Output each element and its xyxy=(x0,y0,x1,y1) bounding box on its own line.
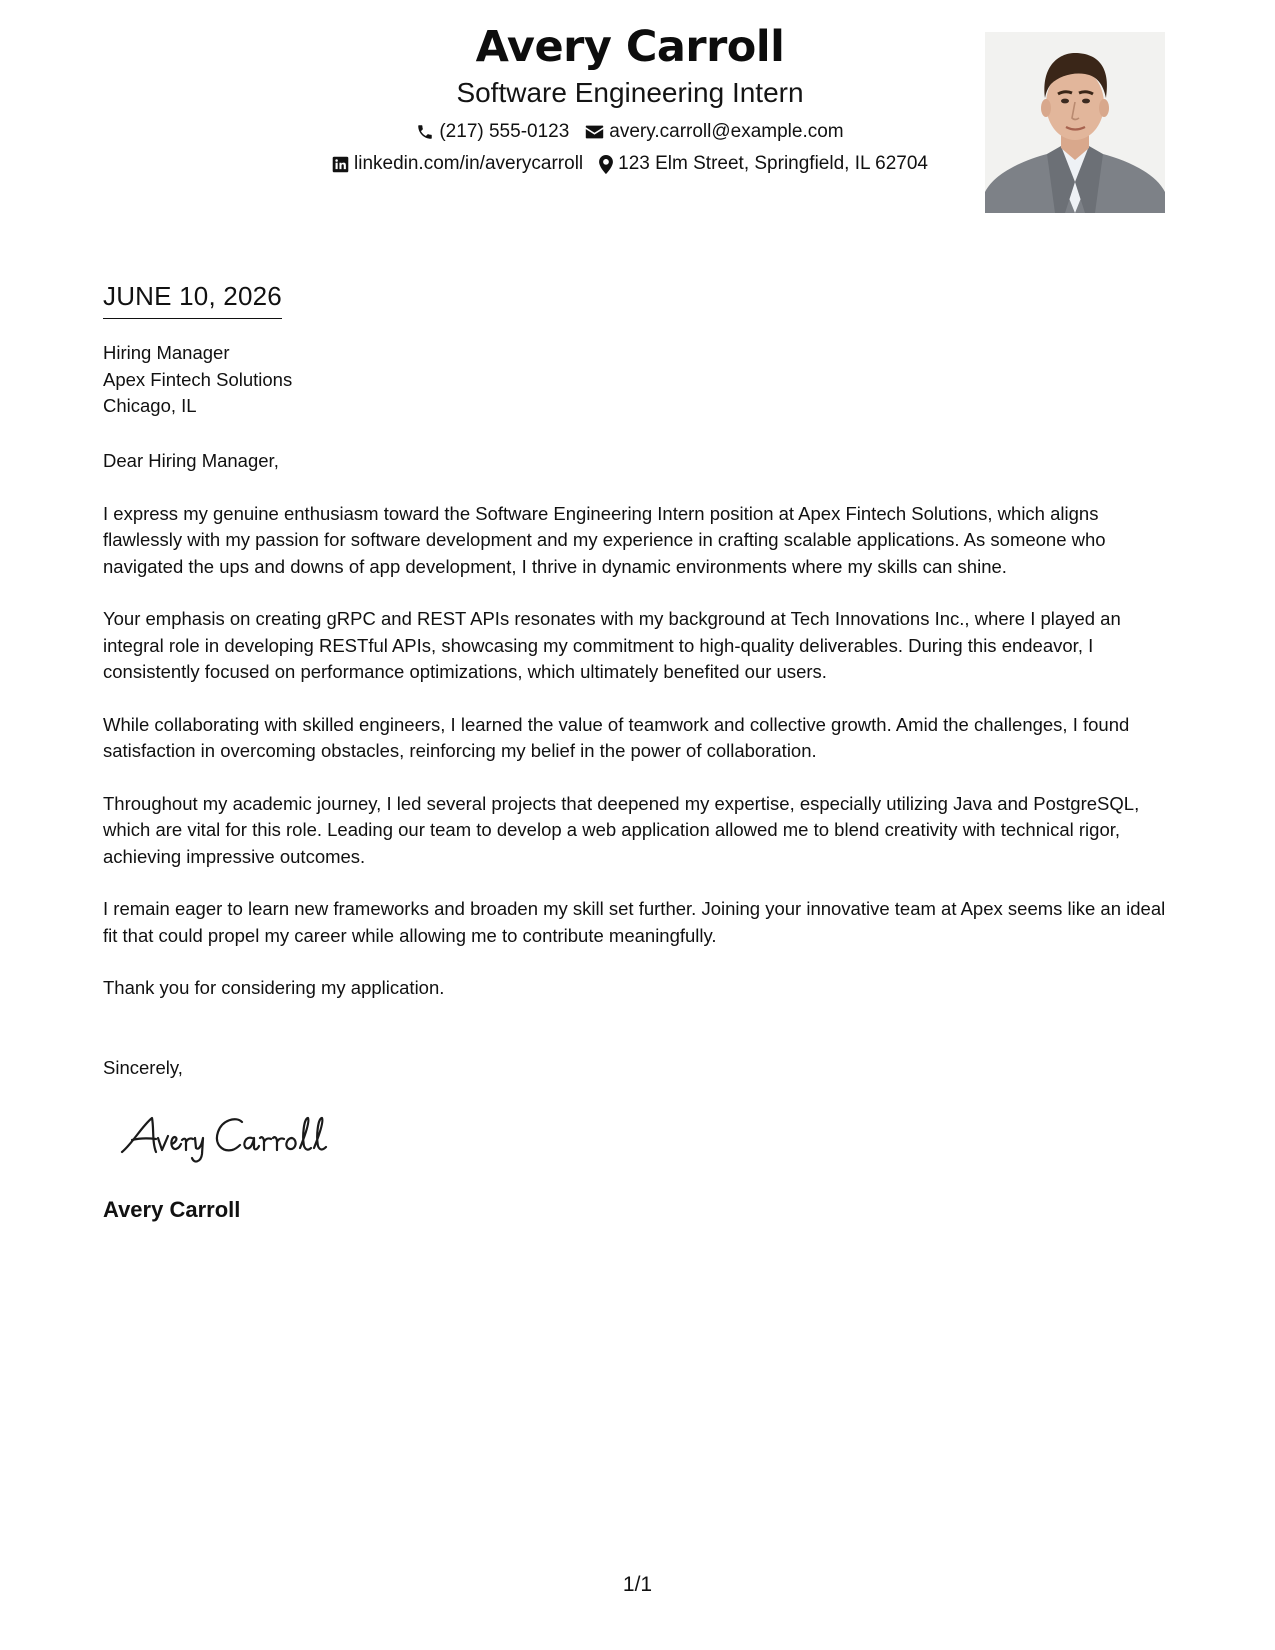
body-paragraph: While collaborating with skilled engineers, I learned the value of teamwork and collective growth. Amid the challenges, I found satisfaction in overcoming obstacles, reinforcing my belief in the power of collaboration. xyxy=(103,713,1130,761)
applicant-job-title: Software Engineering Intern xyxy=(456,77,804,108)
body-paragraph: Throughout my academic journey, I led several projects that deepened my expertise, especially utilizing Java and PostgreSQL, which are vital for this role. Leading our team to develop a web application allowed me to blend creativity with technical rigor, achieving impressive outcomes. xyxy=(103,792,1140,867)
address-contact xyxy=(599,152,928,176)
letter-closing: Sincerely, xyxy=(103,1057,183,1078)
body-paragraph: I remain eager to learn new frameworks and broaden my skill set further. Joining your innovative team at Apex seems like an ideal fit that could propel my career while allowing me to contribute meaningfully. xyxy=(103,898,1166,946)
profile-photo xyxy=(985,32,1165,213)
linkedin-icon xyxy=(332,156,349,173)
recipient-company: Apex Fintech Solutions xyxy=(103,368,293,390)
body-paragraph: I express my genuine enthusiasm toward the Software Engineering Intern position at Apex Fintech Solutions, which aligns flawlessly with my passion for software development and my experience in crafting scalable applications. As someone who navigated the ups and downs of app development, I thrive in dynamic environments where my skills can shine. xyxy=(103,502,1106,577)
signer-name: Avery Carroll xyxy=(103,1197,241,1222)
recipient-block xyxy=(103,340,292,420)
recipient-title: Hiring Manager xyxy=(103,342,230,363)
linkedin-contact xyxy=(332,152,583,176)
letter-body xyxy=(103,448,1178,1028)
letter-header xyxy=(300,18,960,176)
linkedin-url[interactable]: linkedin.com/in/averycarroll xyxy=(354,153,584,174)
letter-date: JUNE 10, 2026 xyxy=(103,280,282,319)
handwritten-signature xyxy=(118,1108,358,1168)
thank-you-line: Thank you for considering my application. xyxy=(103,977,445,998)
salutation: Dear Hiring Manager, xyxy=(103,450,279,471)
map-pin-icon xyxy=(599,155,613,174)
applicant-name: Avery Carroll xyxy=(475,22,785,72)
page-number: 1/1 xyxy=(622,1573,653,1596)
recipient-location: Chicago, IL xyxy=(103,395,197,416)
email-address[interactable]: avery.carroll@example.com xyxy=(609,121,844,142)
phone-contact xyxy=(416,120,569,144)
email-contact xyxy=(585,120,843,144)
mailing-address: 123 Elm Street, Springfield, IL 62704 xyxy=(618,153,928,174)
phone-icon xyxy=(416,123,434,141)
envelope-icon xyxy=(585,124,604,140)
letter-date-block xyxy=(103,280,282,319)
contact-row-primary xyxy=(300,120,960,144)
body-paragraph: Your emphasis on creating gRPC and REST APIs resonates with my background at Tech Innovations Inc., where I played an integral role in developing RESTful APIs, showcasing my commitment to high-quality deliverables. During this endeavor, I consistently focused on performance optimizations, which ultimately benefited our users. xyxy=(103,608,1121,682)
contact-row-secondary xyxy=(300,152,960,176)
phone-number[interactable]: (217) 555-0123 xyxy=(439,121,570,142)
